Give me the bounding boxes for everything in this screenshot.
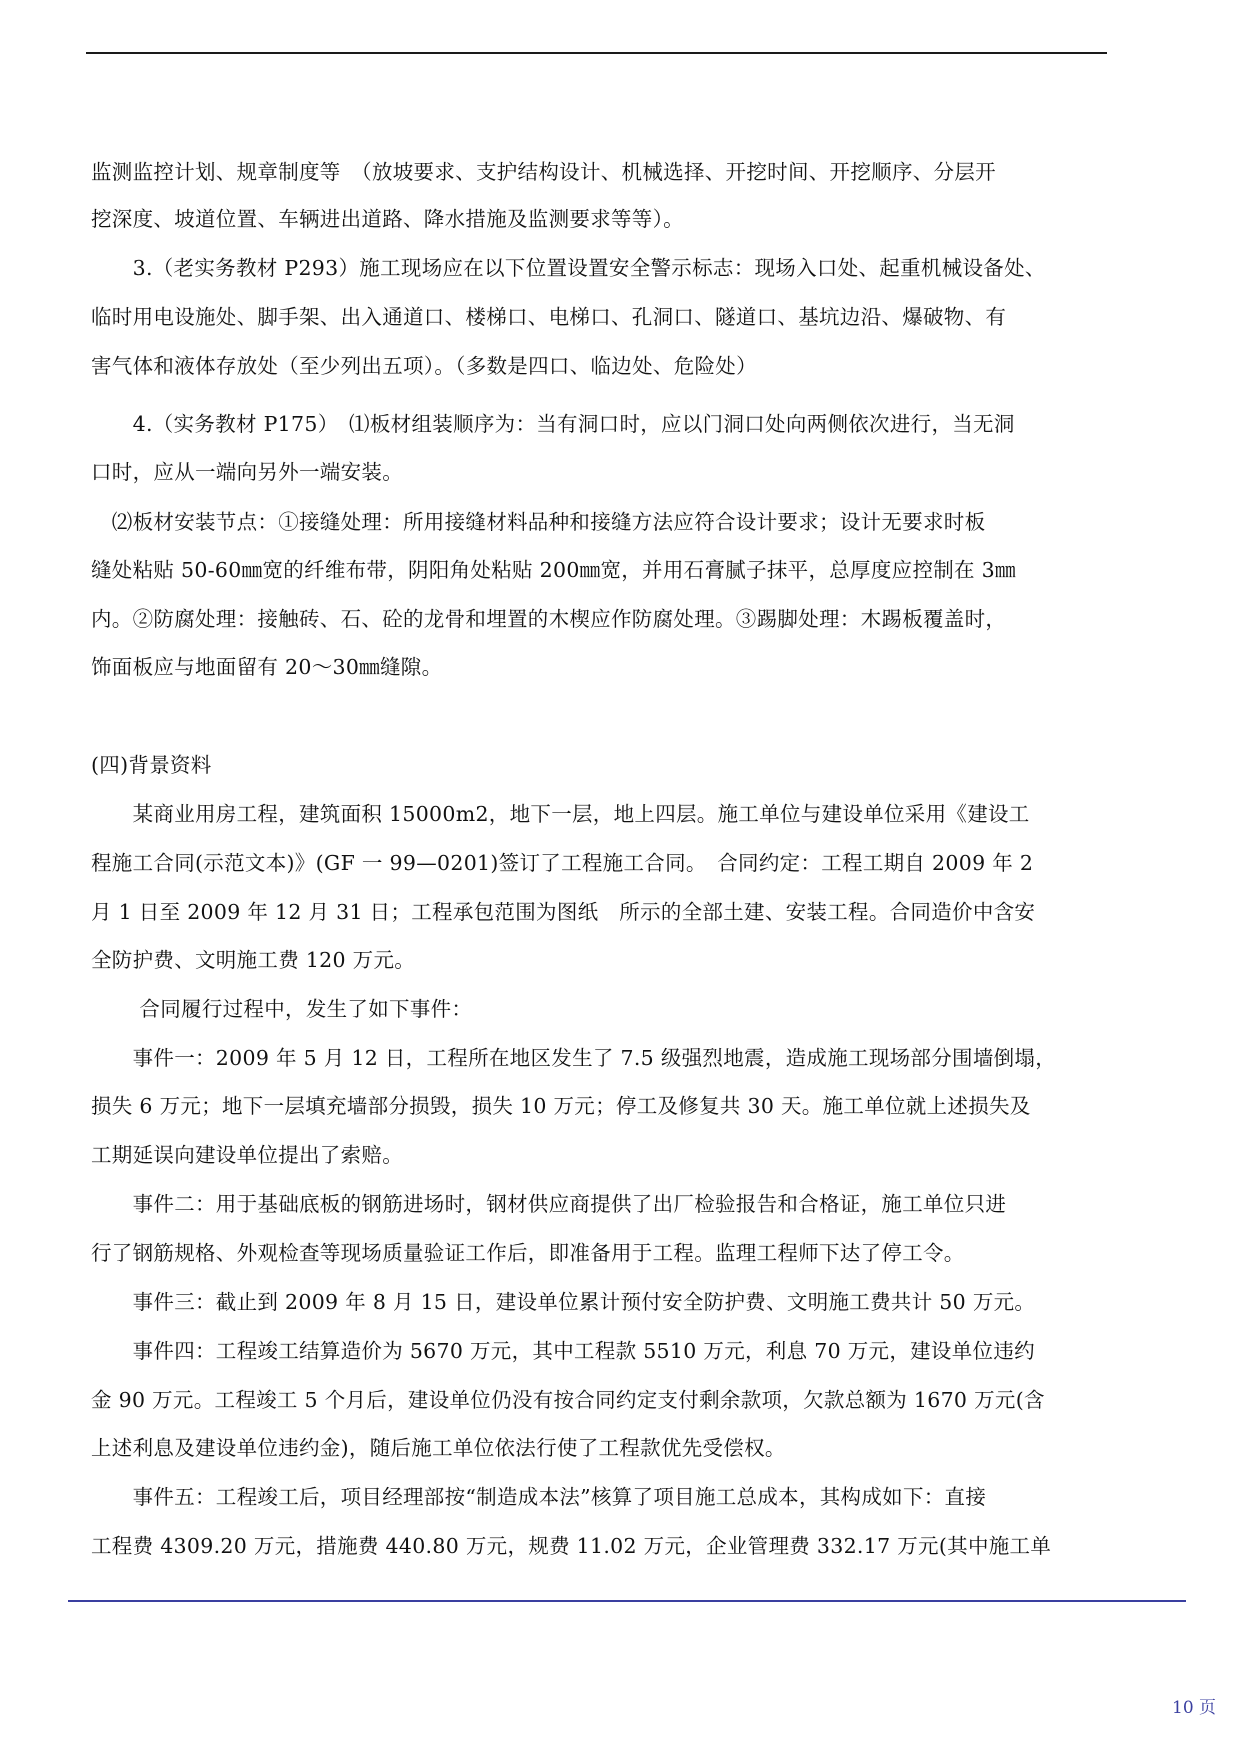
text-line: 事件四：工程竣工结算造价为 5670 万元，其中工程款 5510 万元，利息 70 万元，建设单位违约 [91,1339,1035,1363]
text-line: 上述利息及建设单位违约金)，随后施工单位依法行使了工程款优先受偿权。 [91,1436,786,1460]
text-line: 口时，应从一端向另外一端安装。 [91,460,403,484]
text-line: 缝处粘贴 50-60㎜宽的纤维布带，阴阳角处粘贴 200㎜宽，并用石膏腻子抹平，总厚度应控制在 3㎜ [91,558,1016,582]
text-line: 行了钢筋规格、外观检查等现场质量验证工作后，即准备用于工程。监理工程师下达了停工令。 [91,1241,965,1265]
text-line: 害气体和液体存放处（至少列出五项）。（多数是四口、临边处、危险处） [91,354,757,378]
text-line: 内。②防腐处理：接触砖、石、砼的龙骨和埋置的木楔应作防腐处理。③踢脚处理：木踢板覆盖时， [91,607,1007,631]
text-line: 事件五：工程竣工后，项目经理部按“制造成本法”核算了项目施工总成本，其构成如下：直接 [91,1485,987,1509]
text-line: 工期延误向建设单位提出了索赔。 [91,1143,403,1167]
text-line: 程施工合同(示范文本)》(GF 一 99—0201)签订了工程施工合同。 合同约定：工程工期自 2009 年 2 [91,851,1034,875]
text-line: 损失 6 万元；地下一层填充墙部分损毁，损失 10 万元；停工及修复共 30 天。施工单位就上述损失及 [91,1094,1031,1118]
text-line: 临时用电设施处、脚手架、出入通道口、楼梯口、电梯口、孔洞口、隧道口、基坑边沿、爆破物、有 [91,305,1007,329]
text-line: 月 1 日至 2009 年 12 月 31 日；工程承包范围为图纸 所示的全部土建、安装工程。合同造价中含安 [91,900,1036,924]
section-heading: (四)背景资料 [91,753,212,777]
text-line: 事件三：截止到 2009 年 8 月 15 日，建设单位累计预付安全防护费、文明施工费共计 50 万元。 [91,1290,1036,1314]
text-line: 事件一：2009 年 5 月 12 日，工程所在地区发生了 7.5 级强烈地震，造成施工现场部分围墙倒塌， [91,1046,1057,1070]
text-line: 金 90 万元。工程竣工 5 个月后，建设单位仍没有按合同约定支付剩余款项，欠款总额为 1670 万元(含 [91,1388,1045,1412]
text-line: 挖深度、坡道位置、车辆进出道路、降水措施及监测要求等等）。 [91,207,684,231]
text-line: 监测监控计划、规章制度等 （放坡要求、支护结构设计、机械选择、开挖时间、开挖顺序、分层开 [91,160,996,184]
text-line: 合同履行过程中，发生了如下事件： [91,997,473,1021]
footer-rule [68,1600,1186,1602]
text-line: 全防护费、文明施工费 120 万元。 [91,948,416,972]
text-line: 工程费 4309.20 万元，措施费 440.80 万元，规费 11.02 万元，企业管理费 332.17 万元(其中施工单 [91,1534,1052,1558]
text-line: 饰面板应与地面留有 20～30㎜缝隙。 [91,655,443,679]
text-line: 3.（老实务教材 P293）施工现场应在以下位置设置安全警示标志：现场入口处、起重机械设备处、 [91,256,1046,280]
page-number: 10 页 [1172,1698,1217,1718]
text-line: 事件二：用于基础底板的钢筋进场时，钢材供应商提供了出厂检验报告和合格证，施工单位只进 [91,1192,1007,1216]
text-line: ⑵板材安装节点：①接缝处理：所用接缝材料品种和接缝方法应符合设计要求；设计无要求时板 [91,510,986,534]
header-rule [86,52,1107,54]
text-line: 某商业用房工程，建筑面积 15000m2，地下一层，地上四层。施工单位与建设单位采用《建设工 [91,802,1030,826]
text-line: 4.（实务教材 P175） ⑴板材组装顺序为：当有洞口时，应以门洞口处向两侧依次进行，当无洞 [91,412,1015,436]
